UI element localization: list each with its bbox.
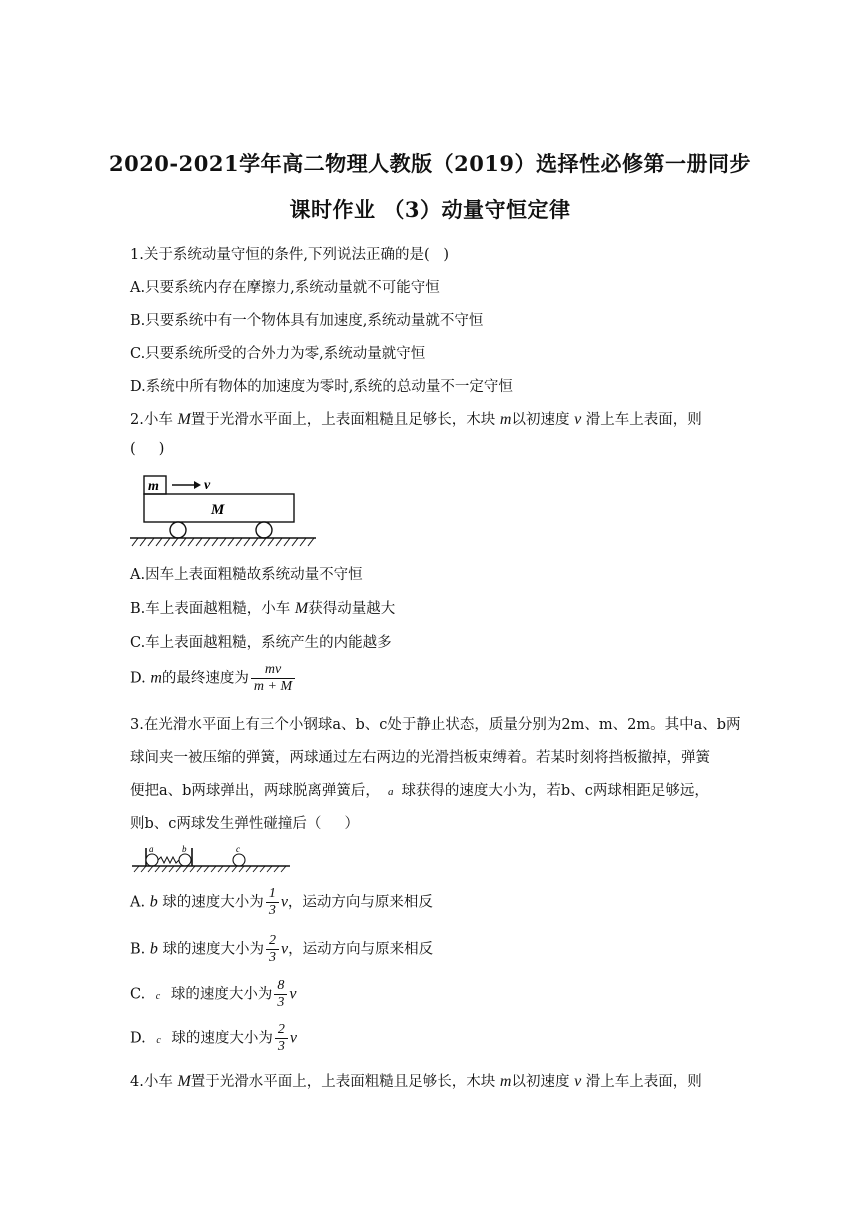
question-3-option-a [130, 886, 433, 919]
option-text: A. [130, 894, 150, 911]
symbol-c: c [156, 1034, 161, 1046]
symbol-v: v [574, 1073, 582, 1090]
symbol-m: m [499, 411, 512, 428]
fraction-numerator: 1 [268, 886, 276, 901]
three-balls-diagram [130, 840, 292, 874]
fraction-numerator: 2 [268, 933, 276, 948]
stem-text: 滑上车上表面，则 [581, 412, 702, 428]
fraction-denominator: 3 [266, 949, 279, 966]
ball-c [233, 854, 245, 866]
ball-a [146, 854, 158, 866]
question-3-option-b [130, 933, 433, 966]
option-text: 球的速度大小为 [157, 941, 264, 958]
option-text: 的最终速度为 [161, 670, 249, 687]
option-text: D. [130, 670, 151, 687]
option-text: ，运动方向与原来相反 [287, 894, 433, 911]
fraction-denominator: 3 [275, 1038, 288, 1055]
stem-text: 2.小车 [130, 412, 178, 428]
fraction-numerator: 2 [277, 1022, 285, 1037]
wheel-right [256, 522, 272, 538]
stem-text: 置于光滑水平面上，上表面粗糙且足够长，木块 [190, 412, 500, 428]
question-1-stem: 1.关于系统动量守恒的条件,下列说法正确的是( ) [130, 247, 450, 263]
option-text: 球的速度大小为 [166, 1030, 273, 1047]
fraction-denominator: 3 [266, 902, 279, 919]
symbol-b: b [149, 893, 158, 911]
option-text: B.车上表面越粗糙，小车 [130, 601, 295, 617]
question-3-line-1: 3.在光滑水平面上有三个小钢球a、b、c处于静止状态，质量分别为2m、m、2m。其中a、b两 [130, 717, 741, 733]
stem-text: 4.小车 [130, 1074, 178, 1090]
option-text: 球的速度大小为 [157, 894, 264, 911]
fraction-denominator: 3 [274, 994, 287, 1011]
question-3-line-3 [130, 779, 709, 800]
symbol-v: v [289, 1029, 297, 1047]
fraction [275, 1022, 288, 1055]
stem-text: 以初速度 [511, 412, 575, 428]
question-3-line-2: 球间夹一被压缩的弹簧，两球通过左右两边的光滑挡板束缚着。若某时刻将挡板撤掉，弹簧 [130, 750, 710, 766]
ball-b-label: b [182, 844, 187, 854]
symbol-m: m [150, 669, 162, 687]
stem-text: 球获得的速度大小为，若b、c两球相距足够远， [401, 783, 709, 799]
wheel-left [170, 522, 186, 538]
question-2-answer-paren: ( ) [130, 441, 165, 457]
question-2-stem [130, 408, 702, 429]
stem-text: 置于光滑水平面上，上表面粗糙且足够长，木块 [190, 1074, 500, 1090]
ball-b [179, 854, 191, 866]
question-3-line-4: 则b、c两球发生弹性碰撞后（ ） [130, 816, 359, 832]
symbol-M: M [294, 600, 309, 617]
cart-label: M [211, 502, 225, 518]
cart-block-diagram [128, 466, 318, 550]
fraction [266, 933, 279, 966]
arrow-head [194, 481, 201, 489]
ground-hatching [132, 538, 314, 546]
spring [158, 857, 179, 863]
question-1-option-c: C.只要系统所受的合外力为零,系统动量就守恒 [130, 346, 426, 362]
symbol-a: a [387, 786, 394, 798]
symbol-c: c [155, 990, 161, 1002]
fraction-denominator: m + M [251, 678, 295, 695]
symbol-v: v [289, 985, 297, 1003]
question-2-option-b [130, 597, 395, 618]
velocity-label: v [204, 478, 211, 493]
stem-text: 以初速度 [511, 1074, 575, 1090]
option-text: D. [130, 1030, 151, 1047]
question-1-option-d: D.系统中所有物体的加速度为零时,系统的总动量不一定守恒 [130, 379, 513, 395]
fraction [266, 886, 279, 919]
question-2-option-c: C.车上表面越粗糙，系统产生的内能越多 [130, 635, 392, 651]
symbol-m: m [499, 1073, 512, 1090]
stem-text: 滑上车上表面，则 [581, 1074, 702, 1090]
question-3-option-c [130, 978, 296, 1011]
stem-text: 便把a、b两球弹出，两球脱离弹簧后， [130, 783, 380, 799]
symbol-M: M [177, 411, 191, 428]
ground-hatching [134, 866, 286, 872]
title-line-1: 2020-2021学年高二物理人教版（2019）选择性必修第一册同步 [108, 151, 752, 176]
option-text: C. [130, 986, 150, 1003]
fraction-numerator: 8 [277, 978, 285, 993]
option-text: ，运动方向与原来相反 [288, 941, 434, 958]
title-line-2: 课时作业 （3）动量守恒定律 [289, 197, 571, 222]
question-1-option-a: A.只要系统内存在摩擦力,系统动量就不可能守恒 [130, 280, 440, 296]
block-label: m [148, 479, 159, 494]
symbol-v: v [280, 940, 289, 958]
question-1-option-b: B.只要系统中有一个物体具有加速度,系统动量就不守恒 [130, 313, 484, 329]
question-4-stem [130, 1070, 702, 1091]
ball-a-label: a [149, 844, 154, 854]
question-3-option-d [130, 1022, 297, 1055]
symbol-M: M [177, 1073, 191, 1090]
fraction-mv-over-m-plus-M [251, 662, 295, 695]
symbol-v: v [280, 893, 288, 911]
option-text: 球的速度大小为 [166, 986, 273, 1003]
option-text: B. [130, 941, 150, 958]
symbol-b: b [149, 940, 158, 958]
symbol-v: v [574, 411, 582, 428]
ball-c-label: c [236, 844, 240, 854]
question-2-option-d [130, 662, 297, 695]
question-2-option-a: A.因车上表面粗糙故系统动量不守恒 [130, 567, 363, 583]
option-text: 获得动量越大 [308, 601, 396, 617]
fraction-numerator: mv [264, 662, 282, 677]
fraction [274, 978, 287, 1011]
